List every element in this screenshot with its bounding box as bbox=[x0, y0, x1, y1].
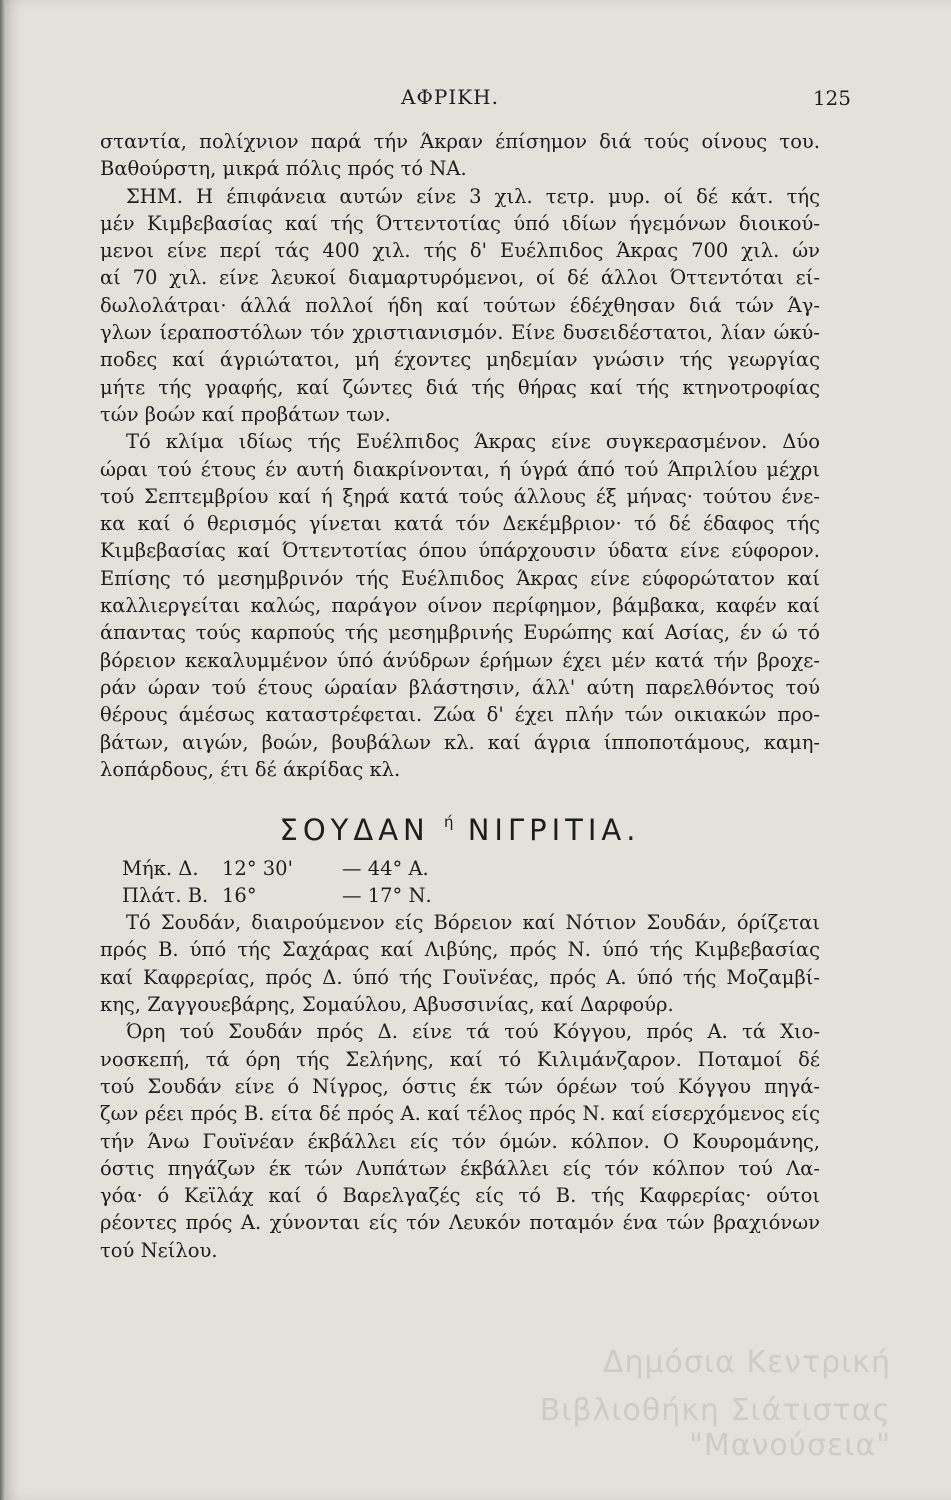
library-watermark-line-1: Δημόσια Κεντρική bbox=[602, 1345, 891, 1380]
section-title-or: ή bbox=[443, 813, 454, 832]
text-line: καί Καφρερίας, πρός Δ. ύπό τής Γουϊνέας, πρός Α. ύπό τής Μοζαμβί- bbox=[100, 965, 820, 989]
text-line: θέρους άμέσως καταστρέφεται. Ζώα δ' έχει πλήν τών οικιακών προ- bbox=[100, 703, 820, 727]
text-line: αί 70 χιλ. είνε λευκοί διαμαρτυρόμενοι, οί δέ άλλοι Όττεντόται εί- bbox=[100, 266, 820, 290]
text-line: δωλολάτραι· άλλά πολλοί ήδη καί τούτων έδέχθησαν διά τών Άγ- bbox=[100, 293, 820, 317]
section-title-second: ΝΙΓΡΙΤΙΑ. bbox=[467, 813, 641, 848]
coord-from: 16° bbox=[222, 884, 257, 908]
text-line: τού Σουδάν είνε ό Νίγρος, όστις έκ τών όρέων τού Κόγγου πηγά- bbox=[100, 1074, 820, 1098]
text-line: ρέοντες πρός Α. χύνονται είς τόν Λευκόν ποταμόν ένα τών βραχιόνων bbox=[100, 1211, 820, 1235]
coord-label: Πλάτ. Β. bbox=[122, 884, 209, 908]
text-line: μέν Κιμβεβασίας καί τής Όττεντοτίας ύπό ιδίων ήγεμόνων διοικού- bbox=[100, 211, 820, 235]
paragraph-3 bbox=[100, 909, 820, 1018]
page-number: 125 bbox=[812, 86, 851, 110]
text-line: ράν ώραν τού έτους ώραίαν βλάστησιν, άλλ' αύτη παρελθόντος τού bbox=[100, 675, 820, 699]
coord-label: Μήκ. Δ. bbox=[122, 857, 199, 881]
text-line: Τό Σουδάν, διαιρούμενον είς Βόρειον καί Νότιον Σουδάν, όρίζεται bbox=[126, 911, 820, 935]
text-line: μενοι είνε περί τάς 400 χιλ. τής δ' Ευέλπιδος Άκρας 700 χιλ. ών bbox=[100, 239, 820, 263]
text-line: γλων ίεραποστόλων τόν χριστιανισμόν. Είνε δυσειδέστατοι, λίαν ώκύ- bbox=[100, 321, 820, 345]
coordinates-latitude bbox=[100, 882, 820, 909]
text-line: ζων ρέει πρός Β. είτα δέ πρός Α. καί τέλος πρός Ν. καί είσερχόμενος είς bbox=[100, 1102, 820, 1126]
text-line: τών βοών καί προβάτων των. bbox=[100, 402, 391, 426]
text-line: καλλιεργείται καλώς, παράγον οίνον περίφημον, βάμβακα, καφέν καί bbox=[100, 594, 820, 618]
library-watermark-line-2: Βιβλιοθήκη Σιάτιστας "Μανούσεια" bbox=[539, 1393, 891, 1463]
text-line: ποδες καί άγριώτατοι, μή έχοντες μηδεμίαν γνώσιν τής γεωργίας bbox=[100, 348, 820, 372]
text-line: βόρειον κεκαλυμμένον ύπό άνύδρων έρήμων έχει μέν κατά τήν βροχε- bbox=[100, 648, 820, 672]
text-line: τήν Άνω Γουϊνέαν έκβάλλει είς τόν όμών. κόλπον. Ο Κουρομάνης, bbox=[100, 1129, 820, 1153]
coordinates-longitude bbox=[100, 855, 820, 882]
text-line: άπαντας τούς καρπούς τής μεσημβρινής Ευρώπης καί Ασίας, έν ώ τό bbox=[100, 621, 820, 645]
text-line: κης, Ζαγγουεβάρης, Σομαύλου, Αβυσσινίας, καί Δαρφούρ. bbox=[100, 993, 674, 1017]
coord-to: — 44° Α. bbox=[342, 857, 429, 881]
paragraph-4 bbox=[100, 1018, 820, 1264]
text-line: ώραι τού έτους έν αυτή διακρίνονται, ή ύγρά άπό τού Άπριλίου μέχρι bbox=[100, 457, 820, 481]
text-line: νοσκεπή, τά όρη τής Σελήνης, καί τό Κιλιμάνζαρον. Ποταμοί δέ bbox=[100, 1047, 820, 1071]
section-gap bbox=[100, 783, 820, 805]
text-line: όστις πηγάζων έκ τών Λυπάτων έκβάλλει είς τόν κόλπον τού Λα- bbox=[100, 1156, 820, 1180]
text-line: Επίσης τό μεσημβρινόν τής Ευέλπιδος Άκρας είνε εύφορώτατον καί bbox=[100, 566, 820, 590]
paragraph-2 bbox=[100, 428, 820, 783]
text-line: ΣΗΜ. Η έπιφάνεια αυτών είνε 3 χιλ. τετρ. μυρ. οί δέ κάτ. τής bbox=[126, 184, 820, 208]
running-head: ΑΦΡΙΚΗ. bbox=[401, 85, 499, 109]
coord-to: — 17° Ν. bbox=[342, 884, 432, 908]
coord-from: 12° 30' bbox=[222, 857, 293, 881]
text-line: μήτε τής γραφής, καί ζώντες διά τής θήρας καί τής κτηνοτροφίας bbox=[100, 375, 820, 399]
text-line: τού Νείλου. bbox=[100, 1238, 218, 1262]
text-line: τού Σεπτεμβρίου καί ή ξηρά κατά τούς άλλους έξ μήνας· τούτου ένε- bbox=[100, 484, 820, 508]
text-line: Όρη τού Σουδάν πρός Δ. είνε τά τού Κόγγου, πρός Α. τά Χιο- bbox=[126, 1020, 820, 1044]
section-title bbox=[100, 813, 820, 849]
body-text bbox=[100, 128, 820, 1264]
text-line: Κιμβεβασίας καί Όττεντοτίας όπου ύπάρχουσιν ύδατα είνε εύφορον. bbox=[100, 539, 820, 563]
text-line: Τό κλίμα ιδίως τής Ευέλπιδος Άκρας είνε συγκερασμένον. Δύο bbox=[126, 430, 820, 454]
paragraph-1 bbox=[100, 128, 820, 428]
page-binding-shadow bbox=[0, 0, 6, 1500]
text-line: Βαθούρστη, μικρά πόλις πρός τό ΝΑ. bbox=[100, 157, 467, 181]
text-line: πρός Β. ύπό τής Σαχάρας καί Λιβύης, πρός Ν. ύπό τής Κιμβεβασίας bbox=[100, 938, 820, 962]
text-line: κα καί ό θερισμός γίνεται κατά τόν Δεκέμβριον· τό δέ έδαφος τής bbox=[100, 512, 820, 536]
section-title-main: ΣΟΥΔΑΝ bbox=[279, 813, 430, 848]
text-line: σταντία, πολίχνιον παρά τήν Άκραν έπίσημον διά τούς οίνους του. bbox=[100, 130, 820, 153]
text-line: βάτων, αιγών, βοών, βουβάλων κλ. καί άγρια ίπποποτάμους, καμη- bbox=[100, 730, 820, 754]
text-line: γόα· ό Κεϊλάχ καί ό Βαρελγαζές είς τό Β. τής Καφρερίας· ούτοι bbox=[100, 1184, 820, 1208]
text-line: λοπάρδους, έτι δέ άκρίδας κλ. bbox=[100, 757, 401, 781]
